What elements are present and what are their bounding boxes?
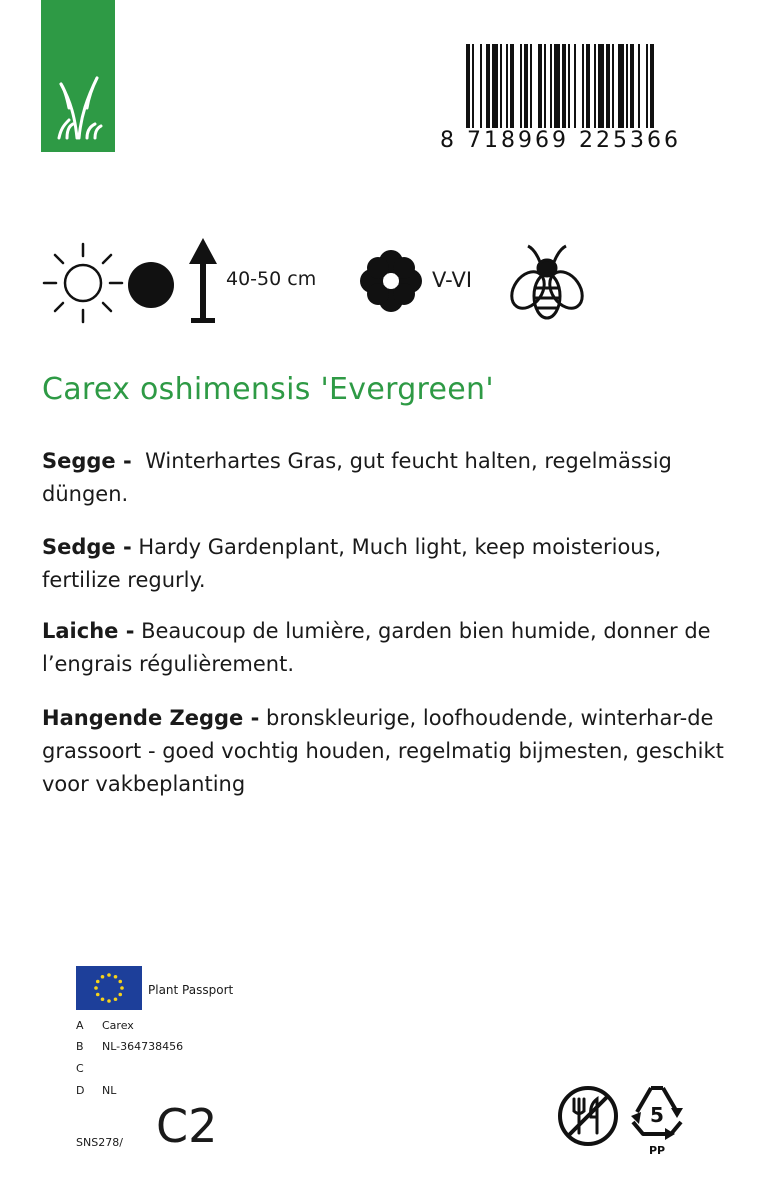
eu-flag-icon bbox=[76, 966, 142, 1010]
barcode-bar bbox=[472, 44, 474, 128]
passport-key: B bbox=[76, 1040, 84, 1053]
barcode-bar bbox=[538, 44, 542, 128]
barcode-bar bbox=[550, 44, 552, 128]
eu-star bbox=[94, 986, 98, 990]
barcode-bar bbox=[480, 44, 482, 128]
barcode-bar bbox=[520, 44, 522, 128]
passport-row bbox=[76, 1019, 134, 1032]
eu-star bbox=[107, 973, 111, 977]
barcode-bar bbox=[650, 44, 654, 128]
c-code: C2 bbox=[156, 1099, 218, 1153]
barcode-bar bbox=[506, 44, 508, 128]
barcode-bar bbox=[594, 44, 596, 128]
grass-sprout-icon bbox=[53, 68, 103, 142]
barcode-bar bbox=[626, 44, 628, 128]
barcode-bar bbox=[568, 44, 570, 128]
barcode-digits: 8 718969 225366 bbox=[440, 128, 681, 153]
bee-icon bbox=[510, 244, 584, 324]
barcode bbox=[440, 44, 725, 156]
recycle-pp-icon bbox=[627, 1082, 687, 1158]
flower-icon bbox=[360, 250, 422, 312]
barcode-bar bbox=[530, 44, 532, 128]
barcode-bar bbox=[618, 44, 624, 128]
passport-row bbox=[76, 1040, 183, 1053]
barcode-bar bbox=[646, 44, 648, 128]
barcode-bars bbox=[466, 44, 720, 134]
eu-star bbox=[114, 975, 118, 979]
description-dutch bbox=[42, 702, 742, 801]
passport-value: NL bbox=[102, 1084, 117, 1097]
description-name: Hangende Zegge - bbox=[42, 706, 260, 730]
passport-label: Plant Passport bbox=[148, 983, 234, 997]
description-name: Laiche - bbox=[42, 619, 135, 643]
passport-value: NL-364738456 bbox=[102, 1040, 184, 1053]
full-shade-icon bbox=[126, 260, 176, 310]
description-german bbox=[42, 445, 742, 511]
height-arrow-icon bbox=[186, 238, 220, 326]
barcode-bar bbox=[544, 44, 546, 128]
barcode-bar bbox=[612, 44, 614, 128]
description-text: Hardy Gardenplant, Much light, keep moisterious, fertilize regurly. bbox=[42, 535, 662, 592]
bloom-months: V-VI bbox=[432, 268, 473, 292]
barcode-bar bbox=[586, 44, 590, 128]
description-text: bronskleurige, loofhoudende, winterhar-de grassoort - goed vochtig houden, regelmatig bijmesten, geschikt voor vakbeplanting bbox=[42, 706, 724, 796]
barcode-bar bbox=[466, 44, 470, 128]
passport-key: A bbox=[76, 1019, 84, 1032]
passport-key: D bbox=[76, 1084, 85, 1097]
property-icons bbox=[40, 236, 600, 328]
full-sun-icon bbox=[40, 240, 126, 326]
passport-row bbox=[76, 1062, 102, 1075]
eu-star bbox=[101, 997, 105, 1001]
logo-tab bbox=[41, 0, 115, 152]
description-french bbox=[42, 615, 742, 681]
description-name: Segge - bbox=[42, 449, 132, 473]
recycle-number: 5 bbox=[650, 1103, 664, 1127]
passport-value: Carex bbox=[102, 1019, 134, 1032]
description-name: Sedge - bbox=[42, 535, 132, 559]
description-english bbox=[42, 531, 742, 597]
barcode-bar bbox=[574, 44, 576, 128]
plant-title: Carex oshimensis 'Evergreen' bbox=[42, 372, 494, 407]
barcode-bar bbox=[486, 44, 490, 128]
barcode-bar bbox=[524, 44, 528, 128]
eu-star bbox=[118, 993, 122, 997]
barcode-bar bbox=[500, 44, 502, 128]
description-text: Winterhartes Gras, gut feucht halten, regelmässig düngen. bbox=[42, 449, 672, 506]
description-text: Beaucoup de lumière, garden bien humide, donner de l’engrais régulièrement. bbox=[42, 619, 711, 676]
eu-star bbox=[96, 993, 100, 997]
eu-star bbox=[96, 980, 100, 984]
sns-code: SNS278/ bbox=[76, 1136, 123, 1149]
barcode-bar bbox=[598, 44, 604, 128]
barcode-bar bbox=[606, 44, 610, 128]
barcode-bar bbox=[582, 44, 584, 128]
barcode-bar bbox=[492, 44, 498, 128]
eu-star bbox=[107, 999, 111, 1003]
recycle-label: PP bbox=[648, 1144, 666, 1157]
barcode-bar bbox=[562, 44, 566, 128]
barcode-bar bbox=[630, 44, 634, 128]
eu-star bbox=[120, 986, 124, 990]
not-for-food-icon bbox=[557, 1085, 619, 1147]
barcode-bar bbox=[638, 44, 640, 128]
barcode-bar bbox=[510, 44, 514, 128]
plant-passport bbox=[76, 966, 336, 1116]
passport-key: C bbox=[76, 1062, 84, 1075]
eu-star bbox=[101, 975, 105, 979]
eu-stars bbox=[76, 966, 142, 1010]
passport-row bbox=[76, 1084, 116, 1097]
eu-star bbox=[118, 980, 122, 984]
height-value: 40-50 cm bbox=[226, 268, 317, 290]
barcode-bar bbox=[554, 44, 560, 128]
eu-star bbox=[114, 997, 118, 1001]
